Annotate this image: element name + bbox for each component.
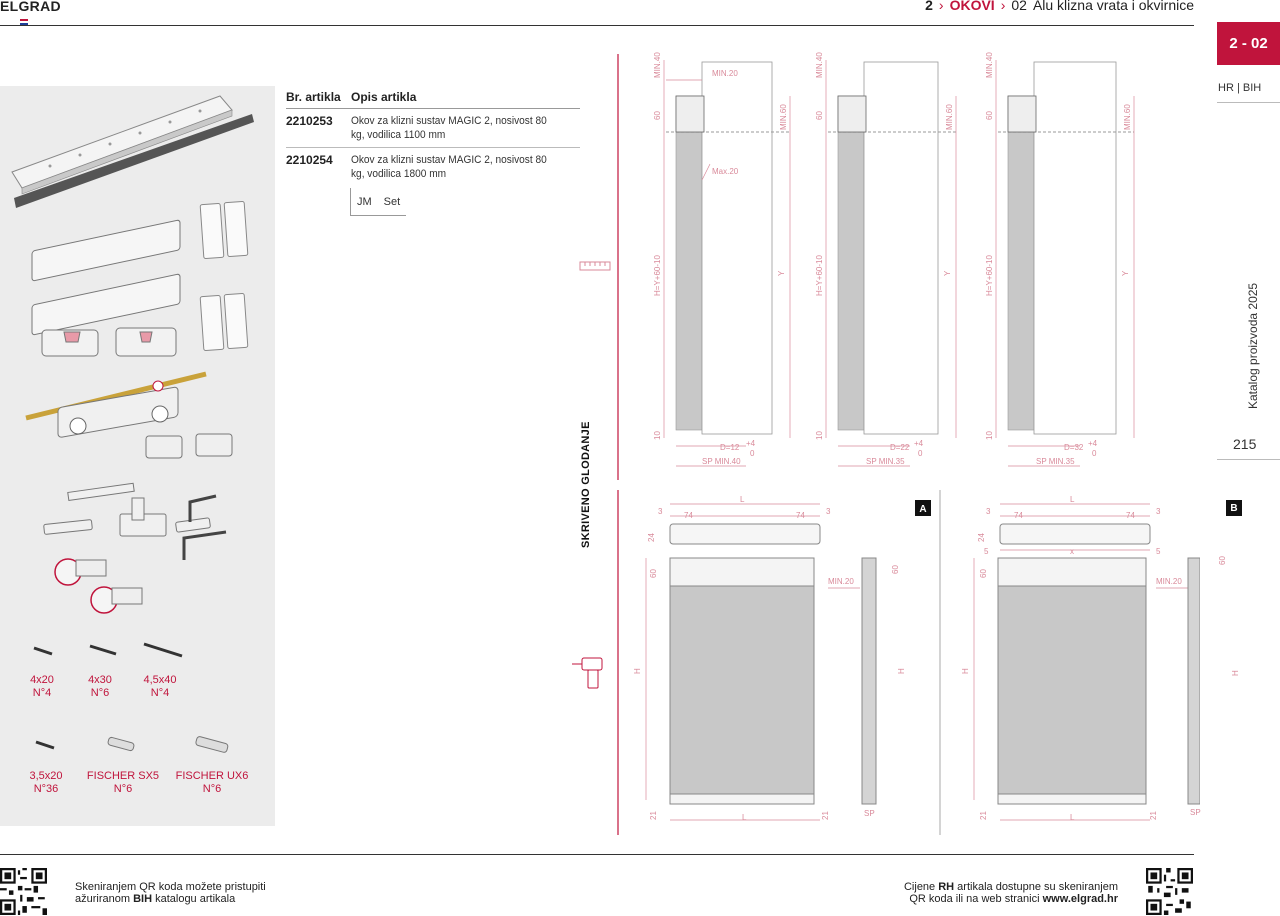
footer-text: artikala dostupne su skeniranjem xyxy=(954,881,1118,893)
dim-label: SP MIN.35 xyxy=(1036,457,1075,466)
dim-label: MIN.40 xyxy=(653,52,662,78)
drill-icon xyxy=(572,658,602,688)
dim-label: MIN.60 xyxy=(945,104,954,130)
website-link[interactable]: www.elgrad.hr xyxy=(1042,893,1118,905)
footer-text: Skeniranjem QR koda možete pristupiti xyxy=(75,881,266,893)
dim-label: L xyxy=(1070,495,1075,504)
column-header-description: Opis artikla xyxy=(351,90,417,104)
dim-label: D=22 xyxy=(890,443,910,452)
dim-label: MIN.60 xyxy=(1123,104,1132,130)
section-title: SKRIVENO GLODANJE xyxy=(580,421,592,548)
dim-label: 24 xyxy=(977,533,986,542)
article-table xyxy=(286,90,580,186)
dim-label: 60 xyxy=(985,111,994,120)
dim-label: H=Y+60-10 xyxy=(985,255,994,296)
unit-value: Set xyxy=(383,195,401,208)
dim-label: H xyxy=(897,668,906,674)
screw-size: FISCHER UX6 xyxy=(175,770,249,782)
dim-label: 10 xyxy=(985,431,994,440)
footer-divider xyxy=(0,854,1194,855)
dim-label: SP MIN.35 xyxy=(866,457,905,466)
product-image-panel xyxy=(0,86,275,826)
section-view-3 xyxy=(985,52,1134,466)
track-rail-image xyxy=(12,96,254,208)
dim-label: SP xyxy=(864,809,875,818)
dim-label: 60 xyxy=(653,111,662,120)
page-number: 215 xyxy=(1233,436,1257,452)
unit-info xyxy=(350,188,406,216)
dim-label: Y xyxy=(1121,270,1130,276)
front-view-a xyxy=(633,495,906,822)
dim-label: H=Y+60-10 xyxy=(815,255,824,296)
dim-label: 21 xyxy=(649,811,658,820)
table-row xyxy=(286,148,580,186)
qr-code-icon[interactable] xyxy=(1146,868,1193,915)
article-description: Okov za klizni sustav MAGIC 2, nosivost 80 kg, vodilica 1100 mm xyxy=(351,115,547,141)
screw-size: 4x30 xyxy=(88,674,112,686)
dim-label: 74 xyxy=(1014,511,1023,520)
dim-label: SP xyxy=(1190,808,1201,817)
dim-label: H xyxy=(1231,670,1240,676)
screw-count: N°4 xyxy=(150,687,170,699)
dim-label: 21 xyxy=(979,811,988,820)
dim-label: 21 xyxy=(1149,811,1158,820)
footer-text-bold: RH xyxy=(938,881,955,893)
dim-label: 74 xyxy=(684,511,693,520)
damper-image xyxy=(26,374,206,438)
screw-size: 3,5x20 xyxy=(29,770,63,782)
dim-label: 60 xyxy=(979,569,988,578)
screw-size: 4x20 xyxy=(30,674,54,686)
dim-label: D=12 xyxy=(720,443,740,452)
screws-row-2 xyxy=(36,736,228,753)
dim-label: 60 xyxy=(1218,556,1227,565)
dim-label: 3 xyxy=(1156,507,1161,516)
language-label: HR | BIH xyxy=(1218,82,1262,94)
screw-size: 4,5x40 xyxy=(143,674,177,686)
screw-count: N°4 xyxy=(32,687,52,699)
screw-label xyxy=(172,770,252,796)
header-divider xyxy=(0,25,1194,26)
article-code: 2210253 xyxy=(286,114,333,128)
dim-label: SP MIN.40 xyxy=(702,457,741,466)
screw-label xyxy=(84,770,162,796)
screws-row-1 xyxy=(34,644,182,656)
ruler-icon xyxy=(580,262,610,270)
screw-count: N°6 xyxy=(113,783,133,795)
dim-label: 3 xyxy=(826,507,831,516)
marker-b: B xyxy=(1226,500,1242,516)
product-parts-illustration xyxy=(0,86,275,826)
dim-label: 10 xyxy=(653,431,662,440)
dim-label: 3 xyxy=(658,507,663,516)
screw-count: N°36 xyxy=(33,783,59,795)
trolley-image xyxy=(32,220,180,335)
dim-label: L xyxy=(742,813,747,822)
dim-label: 74 xyxy=(796,511,805,520)
dim-label: +4 xyxy=(746,439,756,448)
chapter-number: 2 xyxy=(925,0,933,13)
front-view-b xyxy=(961,495,1200,822)
dim-label: 60 xyxy=(649,569,658,578)
dim-label: 60 xyxy=(891,565,900,574)
column-header-code: Br. artikla xyxy=(286,90,341,104)
dim-label: D=32 xyxy=(1064,443,1084,452)
dim-label: H=Y+60-10 xyxy=(653,255,662,296)
dim-label: +4 xyxy=(914,439,924,448)
rail-divider xyxy=(1217,102,1280,103)
chapter-tab[interactable]: 2 - 02 xyxy=(1217,22,1280,65)
qr-code-icon[interactable] xyxy=(0,868,47,915)
dim-label: MIN.20 xyxy=(712,69,738,78)
chevron-right-icon: › xyxy=(938,0,944,13)
section-view-1 xyxy=(653,52,790,466)
dim-label: 10 xyxy=(815,431,824,440)
dim-label: MIN.40 xyxy=(815,52,824,78)
dim-label: Y xyxy=(777,270,786,276)
screw-count: N°6 xyxy=(202,783,222,795)
section-view-2 xyxy=(815,52,956,466)
brand-logo: ELGRAD xyxy=(0,0,61,14)
dim-label: 21 xyxy=(821,811,830,820)
dim-label: H xyxy=(633,668,642,674)
subsection-number: 02 xyxy=(1011,0,1027,13)
article-code: 2210254 xyxy=(286,153,333,167)
table-header xyxy=(286,90,580,109)
dim-label: MIN.60 xyxy=(779,104,788,130)
dim-label: 60 xyxy=(815,111,824,120)
dim-label: L xyxy=(740,495,745,504)
footer-text: ažuriranom xyxy=(75,893,134,905)
dim-label: 0 xyxy=(750,449,755,458)
screw-size: FISCHER SX5 xyxy=(86,770,160,782)
dim-label: +4 xyxy=(1088,439,1098,448)
technical-drawings xyxy=(560,40,1200,840)
dim-label: L xyxy=(1070,813,1075,822)
dim-label: Y xyxy=(943,270,952,276)
dim-label: 0 xyxy=(1092,449,1097,458)
dim-label: 24 xyxy=(647,533,656,542)
marker-a: A xyxy=(919,504,927,515)
screw-label xyxy=(20,770,72,796)
subsection-title: Alu klizna vrata i okvirnice xyxy=(1032,0,1194,13)
breadcrumb xyxy=(925,0,1194,13)
dim-label: MIN.20 xyxy=(1156,577,1182,586)
footer-text: Cijene xyxy=(903,881,939,893)
rail-divider xyxy=(1217,459,1280,460)
dim-label: 5 xyxy=(984,547,989,556)
catalog-label: Katalog proizvoda 2025 xyxy=(1246,282,1260,409)
dim-label: MIN.40 xyxy=(985,52,994,78)
footer-note-right xyxy=(904,881,1118,905)
footer-note-left xyxy=(75,881,266,905)
article-description: Okov za klizni sustav MAGIC 2, nosivost 80 kg, vodilica 1800 mm xyxy=(351,154,547,180)
dim-label: 3 xyxy=(986,507,991,516)
screw-count: N°6 xyxy=(90,687,110,699)
dim-label: H xyxy=(961,668,970,674)
footer-text: katalogu artikala xyxy=(152,893,236,905)
dim-label: 74 xyxy=(1126,511,1135,520)
dim-label: Max.20 xyxy=(712,167,739,176)
footer-text-bold: BIH xyxy=(133,893,153,905)
screw-label xyxy=(136,674,184,700)
footer-text: QR koda ili na web stranici xyxy=(909,893,1043,905)
dim-label: MIN.20 xyxy=(828,577,854,586)
dim-label: x xyxy=(1070,547,1074,556)
table-row xyxy=(286,109,580,148)
screw-label xyxy=(22,674,62,700)
breadcrumb-section[interactable]: OKOVI xyxy=(949,0,995,13)
dim-label: 5 xyxy=(1156,547,1161,556)
screw-label xyxy=(80,674,120,700)
chevron-right-icon: › xyxy=(1000,0,1006,13)
dim-label: 0 xyxy=(918,449,923,458)
unit-label: JM xyxy=(357,195,372,208)
